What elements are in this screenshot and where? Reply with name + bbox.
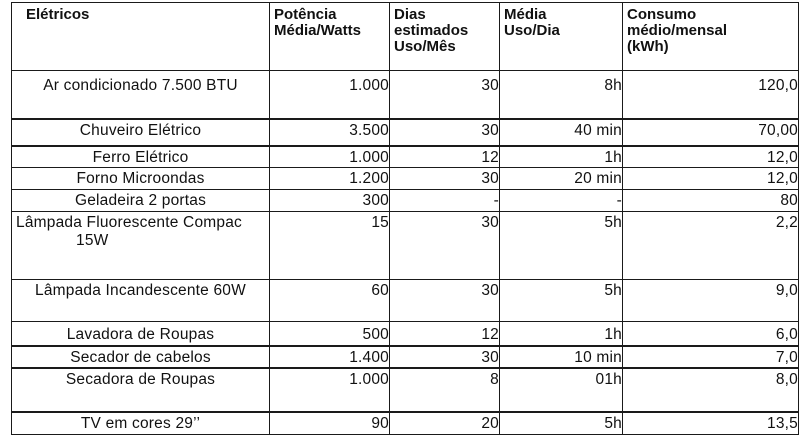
cell-power[interactable]: 60: [270, 279, 390, 321]
cell-consumption[interactable]: 12,0: [623, 146, 799, 168]
table-row: [12, 71, 799, 119]
cell-appliance-name[interactable]: Geladeira 2 portas: [12, 189, 270, 211]
cell-appliance-name[interactable]: Lâmpada Fluorescente Compac 15W: [12, 211, 270, 279]
table-row: [12, 146, 799, 168]
cell-daily-use[interactable]: 1h: [500, 321, 623, 346]
header-eletricos[interactable]: Elétricos: [12, 3, 270, 71]
cell-appliance-name[interactable]: TV em cores 29’’: [12, 412, 270, 434]
cell-consumption[interactable]: 7,0: [623, 346, 799, 368]
cell-appliance-name[interactable]: Ar condicionado 7.500 BTU: [12, 71, 270, 119]
cell-daily-use[interactable]: 40 min: [500, 119, 623, 146]
cell-power[interactable]: 500: [270, 321, 390, 346]
table-row: [12, 189, 799, 211]
table-row: [12, 167, 799, 189]
table-row: [12, 368, 799, 412]
cell-daily-use[interactable]: 5h: [500, 279, 623, 321]
cell-days[interactable]: 12: [390, 146, 500, 168]
cell-power[interactable]: 1.000: [270, 71, 390, 119]
header-media-uso[interactable]: Média Uso/Dia: [500, 3, 623, 71]
cell-power[interactable]: 90: [270, 412, 390, 434]
cell-power[interactable]: 1.000: [270, 146, 390, 168]
cell-days[interactable]: 30: [390, 71, 500, 119]
cell-consumption[interactable]: 12,0: [623, 167, 799, 189]
cell-consumption[interactable]: 8,0: [623, 368, 799, 412]
cell-power[interactable]: 3.500: [270, 119, 390, 146]
cell-daily-use[interactable]: 1h: [500, 146, 623, 168]
cell-consumption[interactable]: 70,00: [623, 119, 799, 146]
cell-power[interactable]: 15: [270, 211, 390, 279]
cell-appliance-name[interactable]: Lâmpada Incandescente 60W: [12, 279, 270, 321]
cell-power[interactable]: 1.200: [270, 167, 390, 189]
cell-appliance-name[interactable]: Lavadora de Roupas: [12, 321, 270, 346]
cell-consumption[interactable]: 9,0: [623, 279, 799, 321]
cell-days[interactable]: 30: [390, 346, 500, 368]
table-row: [12, 211, 799, 279]
cell-days[interactable]: 8: [390, 368, 500, 412]
cell-daily-use[interactable]: -: [500, 189, 623, 211]
cell-daily-use[interactable]: 10 min: [500, 346, 623, 368]
table-row: [12, 346, 799, 368]
cell-daily-use[interactable]: 20 min: [500, 167, 623, 189]
cell-days[interactable]: 30: [390, 167, 500, 189]
cell-daily-use[interactable]: 8h: [500, 71, 623, 119]
cell-days[interactable]: 12: [390, 321, 500, 346]
cell-appliance-name[interactable]: Forno Microondas: [12, 167, 270, 189]
cell-power[interactable]: 300: [270, 189, 390, 211]
cell-power[interactable]: 1.400: [270, 346, 390, 368]
header-consumo[interactable]: Consumo médio/mensal (kWh): [623, 3, 799, 71]
cell-power[interactable]: 1.000: [270, 368, 390, 412]
header-row: [12, 3, 799, 71]
cell-days[interactable]: -: [390, 189, 500, 211]
table-row: [12, 279, 799, 321]
cell-days[interactable]: 30: [390, 279, 500, 321]
cell-consumption[interactable]: 6,0: [623, 321, 799, 346]
cell-consumption[interactable]: 13,5: [623, 412, 799, 434]
cell-appliance-name[interactable]: Ferro Elétrico: [12, 146, 270, 168]
cell-appliance-name[interactable]: Secadora de Roupas: [12, 368, 270, 412]
cell-appliance-name[interactable]: Secador de cabelos: [12, 346, 270, 368]
table-row: [12, 321, 799, 346]
appliance-consumption-table: [11, 2, 799, 435]
cell-daily-use[interactable]: 5h: [500, 412, 623, 434]
table-row: [12, 412, 799, 434]
header-dias[interactable]: Dias estimados Uso/Mês: [390, 3, 500, 71]
cell-consumption[interactable]: 2,2: [623, 211, 799, 279]
cell-daily-use[interactable]: 01h: [500, 368, 623, 412]
cell-consumption[interactable]: 80: [623, 189, 799, 211]
cell-daily-use[interactable]: 5h: [500, 211, 623, 279]
cell-days[interactable]: 20: [390, 412, 500, 434]
cell-consumption[interactable]: 120,0: [623, 71, 799, 119]
cell-days[interactable]: 30: [390, 119, 500, 146]
table-row: [12, 119, 799, 146]
cell-days[interactable]: 30: [390, 211, 500, 279]
header-potencia[interactable]: Potência Média/Watts: [270, 3, 390, 71]
cell-appliance-name[interactable]: Chuveiro Elétrico: [12, 119, 270, 146]
